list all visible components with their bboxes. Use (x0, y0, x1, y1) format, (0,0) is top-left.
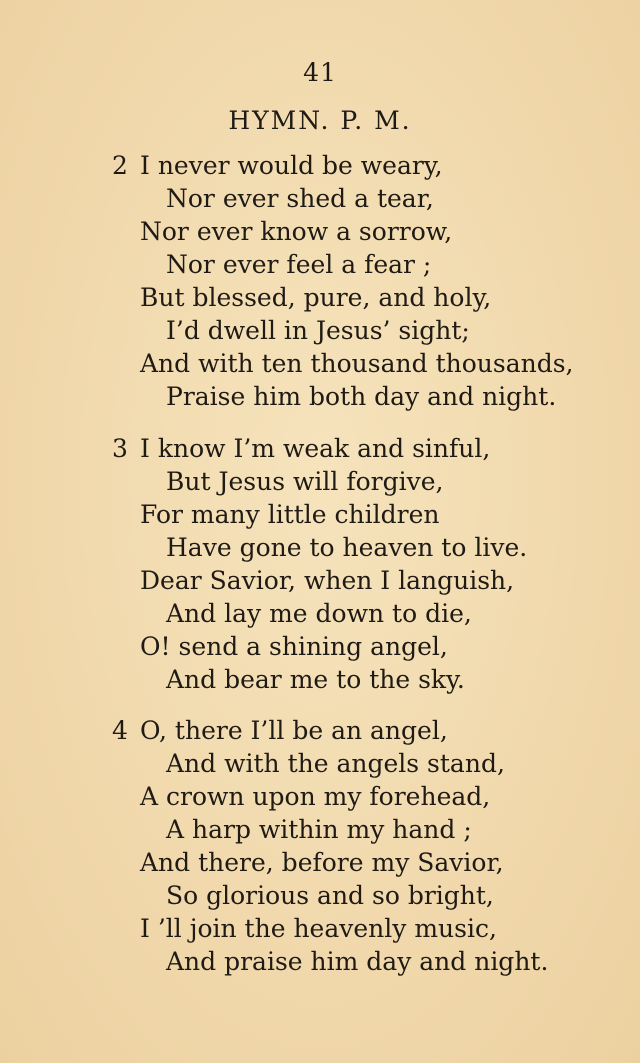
verse-line: I’d dwell in Jesus’ sight; (166, 316, 470, 345)
verse-line: I know I’m weak and sinful, (140, 434, 491, 463)
verse-line: Dear Savior, when I languish, (140, 566, 515, 595)
verse-line: A harp within my hand ; (166, 815, 472, 844)
stanza-number: 2 (112, 151, 128, 180)
page-number: 41 (303, 58, 337, 87)
verse-line: So glorious and so bright, (166, 881, 494, 910)
verse-line: Nor ever feel a fear ; (166, 250, 432, 279)
verse-line: But Jesus will forgive, (166, 467, 444, 496)
verse-line: O, there I’ll be an angel, (140, 716, 448, 745)
verse-line: O! send a shining angel, (140, 632, 448, 661)
verse-line: I never would be weary, (140, 151, 443, 180)
hymn-title: HYMN. P. M. (228, 106, 412, 135)
verse-line: And with ten thousand thousands, (140, 349, 574, 378)
stanza-number: 4 (112, 716, 128, 745)
verse-line: And lay me down to die, (166, 599, 472, 628)
verse-line: For many little children (140, 500, 440, 529)
verse-line: And there, before my Savior, (140, 848, 504, 877)
verse-line: Nor ever know a sorrow, (140, 217, 453, 246)
verse-line: A crown upon my forehead, (140, 782, 491, 811)
verse-line: And with the angels stand, (166, 749, 505, 778)
verse-line: Have gone to heaven to live. (166, 533, 528, 562)
verse-line: Nor ever shed a tear, (166, 184, 434, 213)
verse-line: I ’ll join the heavenly music, (140, 914, 497, 943)
stanza-number: 3 (112, 434, 128, 463)
verse-line: And praise him day and night. (166, 947, 549, 976)
verse-line: But blessed, pure, and holy, (140, 283, 492, 312)
verse-line: Praise him both day and night. (166, 382, 557, 411)
verse-line: And bear me to the sky. (166, 665, 465, 694)
